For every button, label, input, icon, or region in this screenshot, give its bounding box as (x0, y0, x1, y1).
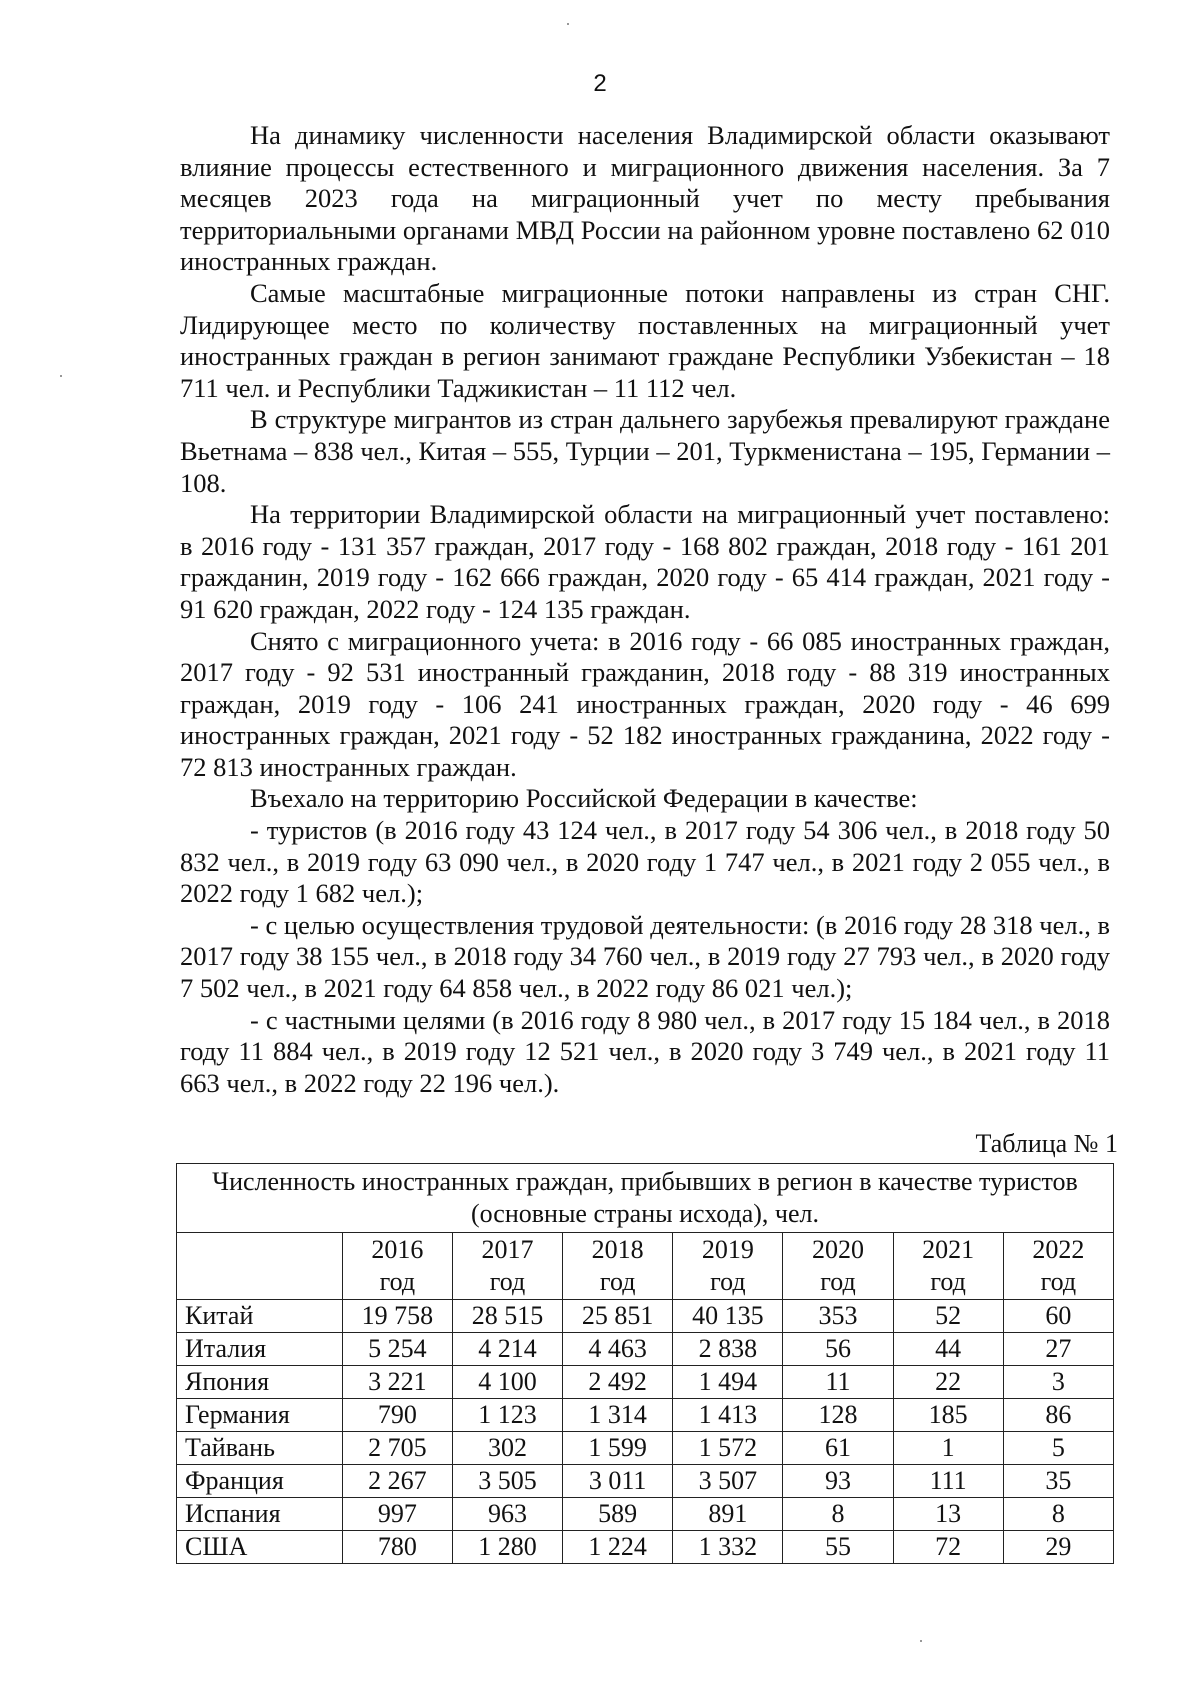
value-cell: 302 (452, 1432, 562, 1465)
country-cell: Китай (177, 1300, 343, 1333)
table-row (177, 1366, 1114, 1399)
value-cell: 44 (893, 1333, 1003, 1366)
year-header-cell (1003, 1233, 1113, 1300)
table-row (177, 1498, 1114, 1531)
value-cell: 35 (1003, 1465, 1113, 1498)
value-cell: 72 (893, 1531, 1003, 1564)
tourists-table (176, 1163, 1114, 1564)
country-cell: США (177, 1531, 343, 1564)
year-header-year: 2019 (701, 1235, 754, 1264)
header-empty-cell (177, 1233, 343, 1300)
year-header-cell (673, 1233, 783, 1300)
value-cell: 1 (893, 1432, 1003, 1465)
value-cell: 2 838 (673, 1333, 783, 1366)
table-row (177, 1333, 1114, 1366)
year-header-year: 2017 (481, 1235, 534, 1264)
value-cell: 11 (783, 1366, 893, 1399)
scan-speck (567, 23, 569, 25)
year-header-unit: год (820, 1267, 856, 1296)
value-cell: 86 (1003, 1399, 1113, 1432)
value-cell: 93 (783, 1465, 893, 1498)
value-cell: 8 (1003, 1498, 1113, 1531)
scan-speck (60, 375, 62, 377)
value-cell: 5 254 (342, 1333, 452, 1366)
value-cell: 1 224 (563, 1531, 673, 1564)
page-number: 2 (593, 70, 607, 97)
value-cell: 111 (893, 1465, 1003, 1498)
table-row (177, 1300, 1114, 1333)
year-header-cell (452, 1233, 562, 1300)
paragraph-cis-flows: Самые масштабные миграционные потоки направлены из стран СНГ. Лидирующее место по количеству поставленных на миграционный учет иностранных граждан в регион занимают граждане Республики Узбекистан – 18 711 чел. и Республики Таджикистан – 11 112 чел. (180, 277, 1110, 403)
value-cell: 1 280 (452, 1531, 562, 1564)
year-header-year: 2020 (811, 1235, 864, 1264)
table-row (177, 1432, 1114, 1465)
year-header-unit: год (1040, 1267, 1077, 1296)
value-cell: 1 599 (563, 1432, 673, 1465)
value-cell: 2 492 (563, 1366, 673, 1399)
value-cell: 13 (893, 1498, 1003, 1531)
value-cell: 963 (452, 1498, 562, 1531)
value-cell: 40 135 (673, 1300, 783, 1333)
value-cell: 790 (342, 1399, 452, 1432)
country-cell: Тайвань (177, 1432, 343, 1465)
value-cell: 4 463 (563, 1333, 673, 1366)
value-cell: 4 100 (452, 1366, 562, 1399)
paragraph-labor: - с целью осуществления трудовой деятельности: (в 2016 году 28 318 чел., в 2017 году 38 155 чел., в 2018 году 34 760 чел., в 2019 году 27 793 чел., в 2020 году 7 502 чел., в 2021 году 64 858 чел., в 2022 году 86 021 чел.); (180, 909, 1110, 1004)
year-header-year: 2018 (591, 1235, 644, 1264)
value-cell: 60 (1003, 1300, 1113, 1333)
year-header-unit: год (489, 1267, 526, 1296)
value-cell: 1 123 (452, 1399, 562, 1432)
value-cell: 4 214 (452, 1333, 562, 1366)
year-header-year: 2022 (1032, 1235, 1085, 1264)
value-cell: 1 332 (673, 1531, 783, 1564)
value-cell: 55 (783, 1531, 893, 1564)
value-cell: 61 (783, 1432, 893, 1465)
year-header-cell (342, 1233, 452, 1300)
value-cell: 22 (893, 1366, 1003, 1399)
value-cell: 29 (1003, 1531, 1113, 1564)
year-header-cell (783, 1233, 893, 1300)
country-cell: Германия (177, 1399, 343, 1432)
value-cell: 56 (783, 1333, 893, 1366)
value-cell: 3 505 (452, 1465, 562, 1498)
value-cell: 2 267 (342, 1465, 452, 1498)
year-header-cell (893, 1233, 1003, 1300)
value-cell: 19 758 (342, 1300, 452, 1333)
year-header-unit: год (710, 1267, 746, 1296)
value-cell: 27 (1003, 1333, 1113, 1366)
value-cell: 1 413 (673, 1399, 783, 1432)
value-cell: 52 (893, 1300, 1003, 1333)
value-cell: 5 (1003, 1432, 1113, 1465)
paragraph-entered-intro: Въехало на территорию Российской Федерации в качестве: (250, 783, 918, 814)
value-cell: 353 (783, 1300, 893, 1333)
country-cell: Япония (177, 1366, 343, 1399)
body-text (180, 120, 1110, 1099)
table-title-row (177, 1164, 1114, 1233)
paragraph-population-dynamics: На динамику численности населения Владимирской области оказывают влияние процессы естественного и миграционного движения населения. За 7 месяцев 2023 года на миграционный учет по месту пребывания территориальными органами МВД России на районном уровне поставлено 62 010 иностранных граждан. (180, 120, 1110, 277)
table-header-row (177, 1233, 1114, 1300)
country-cell: Франция (177, 1465, 343, 1498)
table-row (177, 1531, 1114, 1564)
value-cell: 28 515 (452, 1300, 562, 1333)
value-cell: 185 (893, 1399, 1003, 1432)
country-cell: Италия (177, 1333, 343, 1366)
value-cell: 3 011 (563, 1465, 673, 1498)
value-cell: 8 (783, 1498, 893, 1531)
value-cell: 2 705 (342, 1432, 452, 1465)
country-cell: Испания (177, 1498, 343, 1531)
value-cell: 3 507 (673, 1465, 783, 1498)
value-cell: 1 572 (673, 1432, 783, 1465)
value-cell: 3 (1003, 1366, 1113, 1399)
year-header-unit: год (379, 1267, 416, 1296)
table-title: Численность иностранных граждан, прибывших в регион в качестве туристов (основные страны исхода), чел. (177, 1164, 1114, 1233)
paragraph-tourists: - туристов (в 2016 году 43 124 чел., в 2017 году 54 306 чел., в 2018 году 50 832 чел., в 2019 году 63 090 чел., в 2020 году 1 747 чел., в 2021 году 2 055 чел., в 2022 году 1 682 чел.); (180, 815, 1110, 909)
value-cell: 1 314 (563, 1399, 673, 1432)
year-header-unit: год (599, 1267, 636, 1296)
paragraph-far-abroad: В структуре мигрантов из стран дальнего зарубежья превалируют граждане Вьетнама – 838 чел., Китая – 555, Турции – 201, Туркменистана – 195, Германии – 108. (180, 404, 1110, 498)
scan-speck (920, 1640, 922, 1642)
table-caption: Таблица № 1 (975, 1129, 1118, 1158)
year-header-cell (563, 1233, 673, 1300)
paragraph-private: - с частными целями (в 2016 году 8 980 чел., в 2017 году 15 184 чел., в 2018 году 11 884 чел., в 2019 году 12 521 чел., в 2020 году 3 749 чел., в 2021 году 11 663 чел., в 2022 году 22 196 чел.). (180, 1004, 1110, 1098)
year-header-year: 2021 (922, 1235, 975, 1264)
value-cell: 1 494 (673, 1366, 783, 1399)
value-cell: 780 (342, 1531, 452, 1564)
year-header-year: 2016 (371, 1235, 424, 1264)
year-header-unit: год (930, 1267, 966, 1296)
value-cell: 589 (563, 1498, 673, 1531)
value-cell: 3 221 (342, 1366, 452, 1399)
value-cell: 997 (342, 1498, 452, 1531)
value-cell: 25 851 (563, 1300, 673, 1333)
value-cell: 891 (673, 1498, 783, 1531)
table-row (177, 1465, 1114, 1498)
paragraph-deregistered: Снято с миграционного учета: в 2016 году - 66 085 иностранных граждан, 2017 году - 92 531 иностранный гражданин, 2018 году - 88 319 иностранных граждан, 2019 году - 106 241 иностранных граждан, 2020 году - 46 699 иностранных граждан, 2021 году - 52 182 иностранных гражданина, 2022 году - 72 813 иностранных граждан. (180, 625, 1110, 782)
paragraph-registered: На территории Владимирской области на миграционный учет поставлено: в 2016 году - 131 357 граждан, 2017 году - 168 802 граждан, 2018 году - 161 201 гражданин, 2019 году - 162 666 граждан, 2020 году - 65 414 граждан, 2021 году - 91 620 граждан, 2022 году - 124 135 граждан. (180, 499, 1110, 624)
table-row (177, 1399, 1114, 1432)
value-cell: 128 (783, 1399, 893, 1432)
